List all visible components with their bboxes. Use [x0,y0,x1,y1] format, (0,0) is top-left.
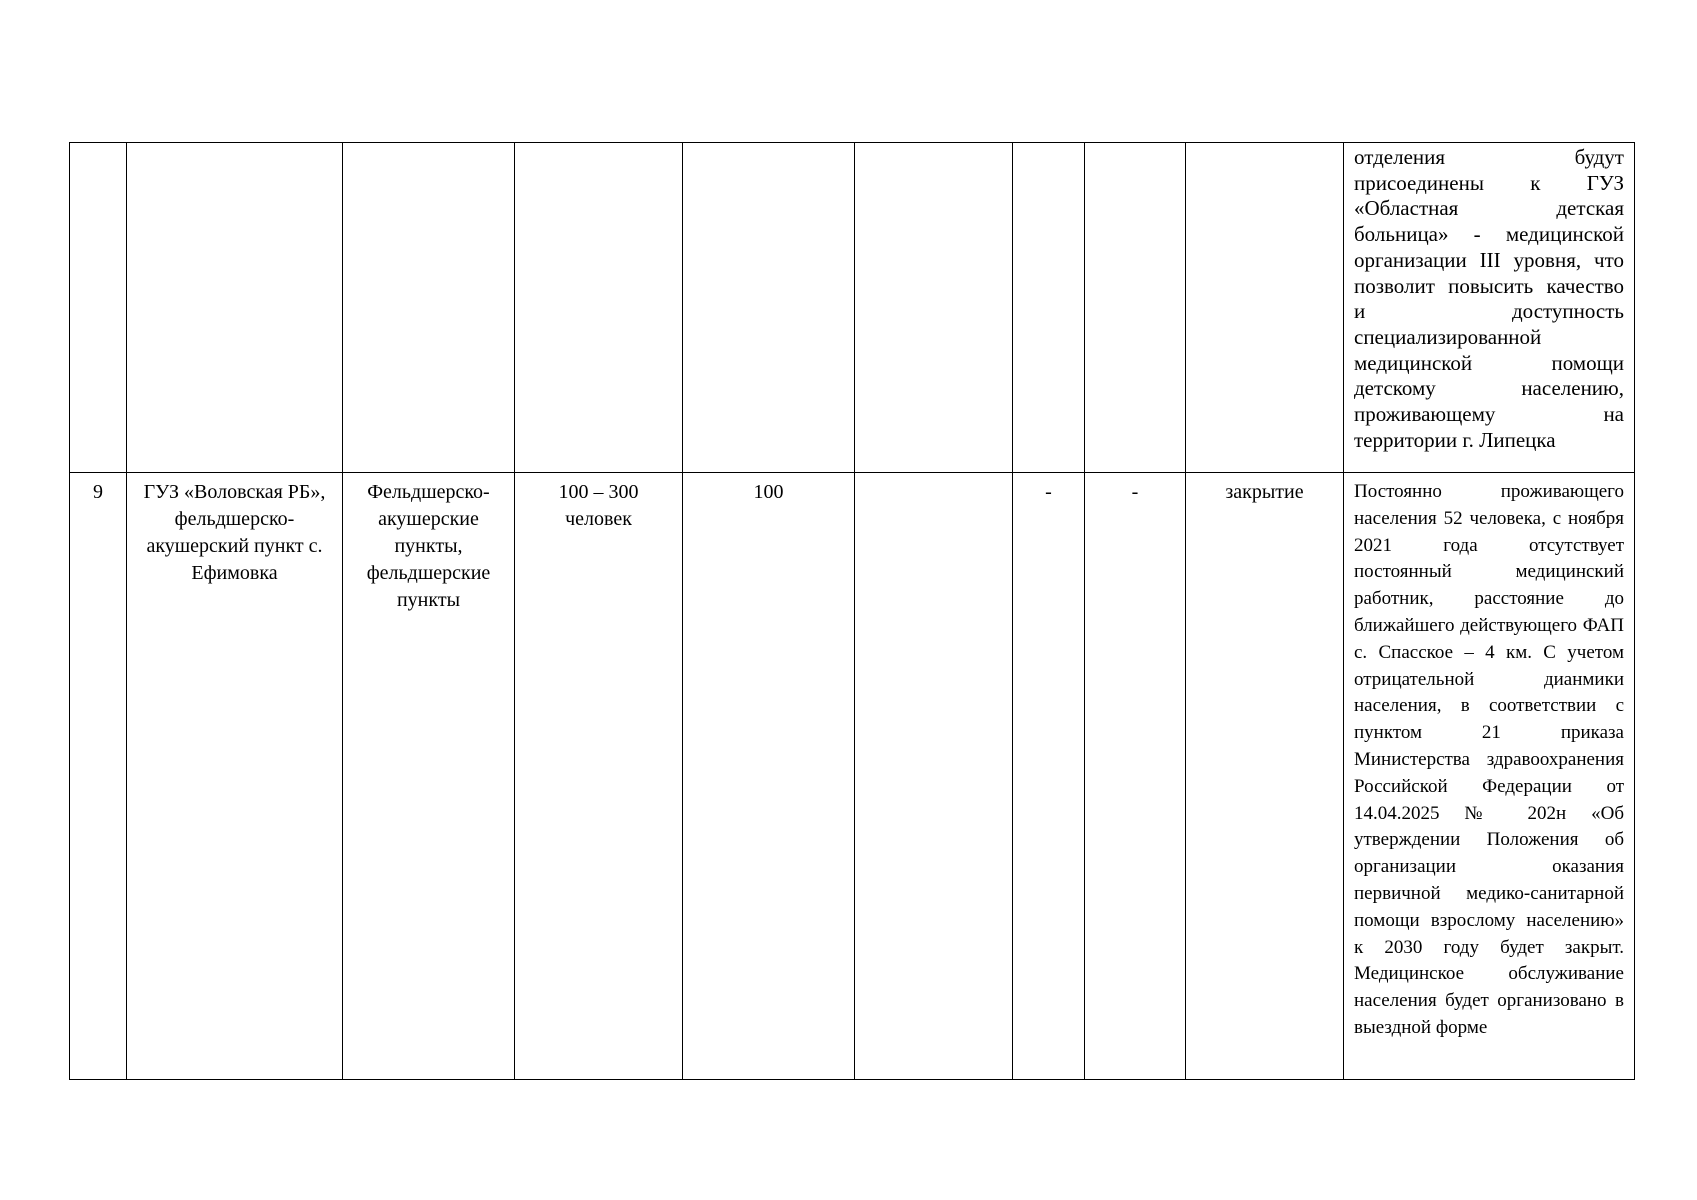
cell-col6 [855,143,1013,473]
cell-col6 [855,473,1013,1080]
cell-number: 9 [70,473,127,1080]
table-row-9 [70,473,1635,1080]
cell-rationale: Постоянно проживающего населения 52 человека, с ноября 2021 года отсутствует постоянный медицинский работник, расстояние до ближайшего действующего ФАП с. Спасское – 4 км. С учетом отрицательной дианмики населения, в соответствии с пунктом 21 приказа Министерства здравоохранения Российской Федерации от 14.04.2025 № 202н «Об утверждении Положения об организации оказания первичной медико-санитарной помощи взрослому населению» к 2030 году будет закрыт. Медицинское обслуживание населения будет организовано в выездной форме [1344,473,1635,1080]
cell-unit-type: Фельдшерско-акушерские пункты, фельдшерские пункты [343,473,515,1080]
cell-organization: ГУЗ «Воловская РБ», фельдшерско-акушерский пункт с. Ефимовка [127,473,343,1080]
cell-unit-type [343,143,515,473]
cell-population-range: 100 – 300 человек [515,473,683,1080]
cell-population [683,143,855,473]
cell-col7 [1013,143,1085,473]
cell-col7: - [1013,473,1085,1080]
facilities-table [69,142,1635,1080]
table-row-continuation [70,143,1635,473]
cell-col8 [1085,143,1186,473]
cell-col8: - [1085,473,1186,1080]
cell-action: закрытие [1186,473,1344,1080]
cell-number [70,143,127,473]
cell-organization [127,143,343,473]
cell-rationale: отделения будут присоединены к ГУЗ «Областная детская больница» - медицинской организации III уровня, что позволит повысить качество и доступность специализированной медицинской помощи детскому населению, проживающему на территории г. Липецка [1344,143,1635,473]
cell-action [1186,143,1344,473]
cell-population-range [515,143,683,473]
cell-population: 100 [683,473,855,1080]
